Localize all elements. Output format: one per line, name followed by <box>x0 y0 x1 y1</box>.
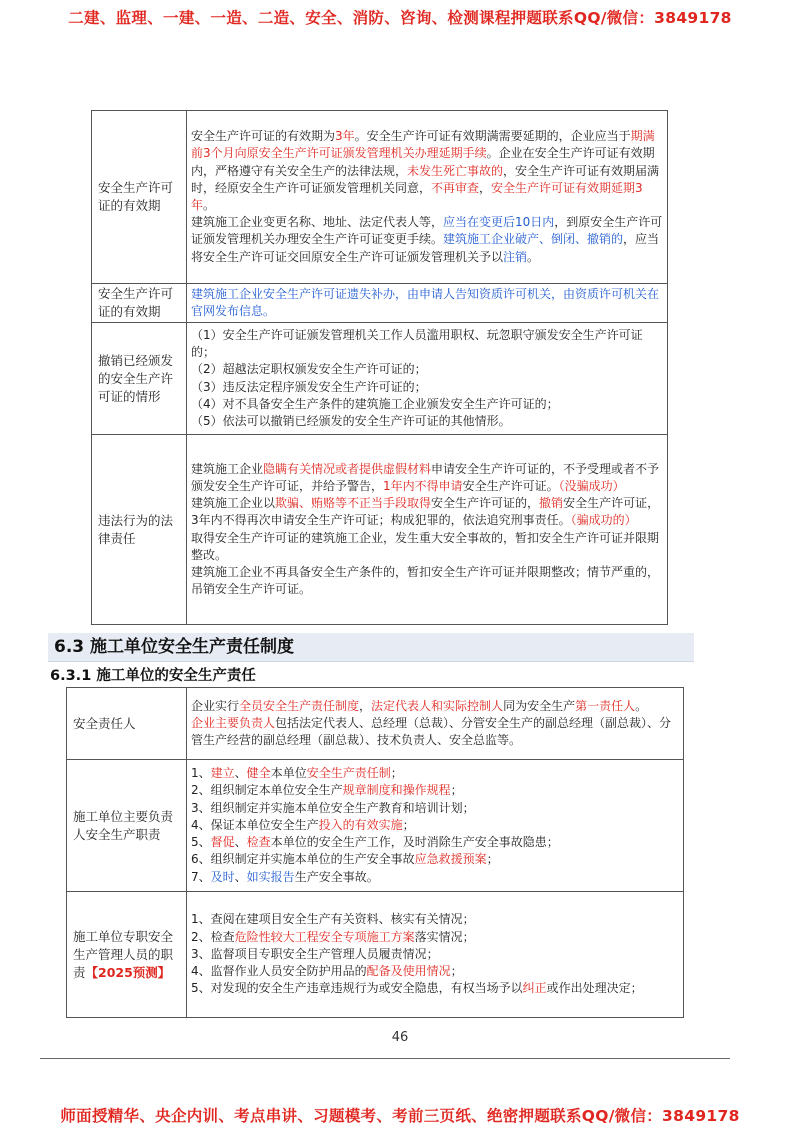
list-item: （4）对不具备安全生产条件的建筑施工企业颁发安全生产许可证的； <box>191 396 559 411</box>
row-label: 安全生产许可证的有效期 <box>92 111 187 284</box>
list-item: 1、建立、健全本单位安全生产责任制； <box>191 766 403 781</box>
responsible-paragraph-2: 企业主要负责人包括法定代表人、总经理（总裁）、分管安全生产的副总经理（副总裁）、分管生产经营的副总经理（副总裁）、技术负责人、安全总监等。 <box>191 715 672 748</box>
liability-paragraph-3: 取得安全生产许可证的建筑施工企业，发生重大安全事故的，暂扣安全生产许可证并限期整改。 <box>191 530 660 562</box>
row-label: 施工单位主要负责人安全生产职责 <box>67 760 187 892</box>
subsection-heading: 6.3.1 施工单位的安全生产责任 <box>50 668 256 684</box>
validity-paragraph-1: 安全生产许可证的有效期为3年。安全生产许可证有效期满需要延期的，企业应当于期满前3个月向原安全生产许可证颁发管理机关办理延期手续。企业在安全生产许可证有效期内，严格遵守有关安全生产的法律法规，未发生死亡事故的，安全生产许可证有效期届满时，经原安全生产许可证颁发管理机关同意，不再审查，安全生产许可证有效期延期3年。 <box>191 129 660 212</box>
table-row <box>92 284 668 323</box>
list-item: 7、及时、如实报告生产安全事故。 <box>191 869 379 884</box>
table-row <box>92 323 668 435</box>
table-row <box>92 435 668 625</box>
row-label: 违法行为的法律责任 <box>92 435 187 625</box>
validity-paragraph-2: 建筑施工企业变更名称、地址、法定代表人等，应当在变更后10日内，到原安全生产许可证颁发管理机关办理安全生产许可证变更手续。建筑施工企业破产、倒闭、撤销的，应当将安全生产许可证交回原安全生产许可证颁发管理机关予以注销。 <box>191 215 663 264</box>
page-number: 46 <box>391 1030 409 1045</box>
list-item: 4、保证本单位安全生产投入的有效实施； <box>191 817 415 832</box>
table-row <box>67 760 684 892</box>
responsibility-table <box>66 687 684 1018</box>
list-item: 5、对发现的安全生产违章违规行为或安全隐患，有权当场予以纠正或作出处理决定； <box>191 981 643 996</box>
liability-paragraph-4: 建筑施工企业不再具备安全生产条件的，暂扣安全生产许可证并限期整改；情节严重的，吊销安全生产许可证。 <box>191 564 660 597</box>
table-row <box>92 111 668 284</box>
section-heading: 6.3 施工单位安全生产责任制度 <box>48 633 694 662</box>
list-item: 3、组织制定并实施本单位安全生产教育和培训计划； <box>191 800 475 815</box>
row-label: 施工单位专职安全生产管理人员的职责 <box>73 928 174 980</box>
list-item: 2、组织制定本单位安全生产规章制度和操作规程； <box>191 783 463 798</box>
top-banner: 二建、监理、一建、一造、二造、安全、消防、咨询、检测课程押题联系QQ/微信：3849178 <box>68 9 732 27</box>
prediction-tag: 【2025预测】 <box>85 964 171 980</box>
bottom-banner: 师面授精华、央企内训、考点串讲、习题模考、考前三页纸、绝密押题联系QQ/微信：3849178 <box>60 1107 740 1125</box>
row-label: 安全生产许可证的有效期 <box>92 284 187 323</box>
table-row <box>67 892 684 1018</box>
row-label: 撤销已经颁发的安全生产许可证的情形 <box>92 323 187 435</box>
list-item: 3、监督项目专职安全生产管理人员履责情况； <box>191 946 439 961</box>
list-item: 4、监督作业人员安全防护用品的配备及使用情况； <box>191 964 463 979</box>
lost-reissue-paragraph: 建筑施工企业安全生产许可证遗失补办，由申请人告知资质许可机关，由资质许可机关在官网发布信息。 <box>191 286 660 318</box>
list-item: 1、查阅在建项目安全生产有关资料、核实有关情况； <box>191 912 475 927</box>
liability-paragraph-2: 建筑施工企业以欺骗、贿赂等不正当手段取得安全生产许可证的，撤销安全生产许可证，3年内不得再次申请安全生产许可证；构成犯罪的，依法追究刑事责任。（骗成功的） <box>191 496 660 528</box>
liability-paragraph-1: 建筑施工企业隐瞒有关情况或者提供虚假材料申请安全生产许可证的，不予受理或者不予颁发安全生产许可证，并给予警告，1年内不得申请安全生产许可证。（没骗成功） <box>191 461 660 493</box>
list-item: 2、检查危险性较大工程安全专项施工方案落实情况； <box>191 929 475 944</box>
table-row <box>67 688 684 760</box>
footer-divider <box>40 1058 730 1059</box>
list-item: （5）依法可以撤销已经颁发的安全生产许可证的其他情形。 <box>191 413 511 428</box>
list-item: （2）超越法定职权颁发安全生产许可证的； <box>191 362 427 377</box>
license-table <box>91 110 668 625</box>
row-label: 安全责任人 <box>67 688 187 760</box>
list-item: （1）安全生产许可证颁发管理机关工作人员滥用职权、玩忽职守颁发安全生产许可证的； <box>191 327 643 360</box>
responsible-paragraph-1: 企业实行全员安全生产责任制度，法定代表人和实际控制人同为安全生产第一责任人。 <box>191 698 648 713</box>
list-item: 6、组织制定并实施本单位的生产安全事故应急救援预案； <box>191 852 499 867</box>
list-item: （3）违反法定程序颁发安全生产许可证的； <box>191 379 427 394</box>
list-item: 5、督促、检查本单位的安全生产工作，及时消除生产安全事故隐患； <box>191 835 559 850</box>
